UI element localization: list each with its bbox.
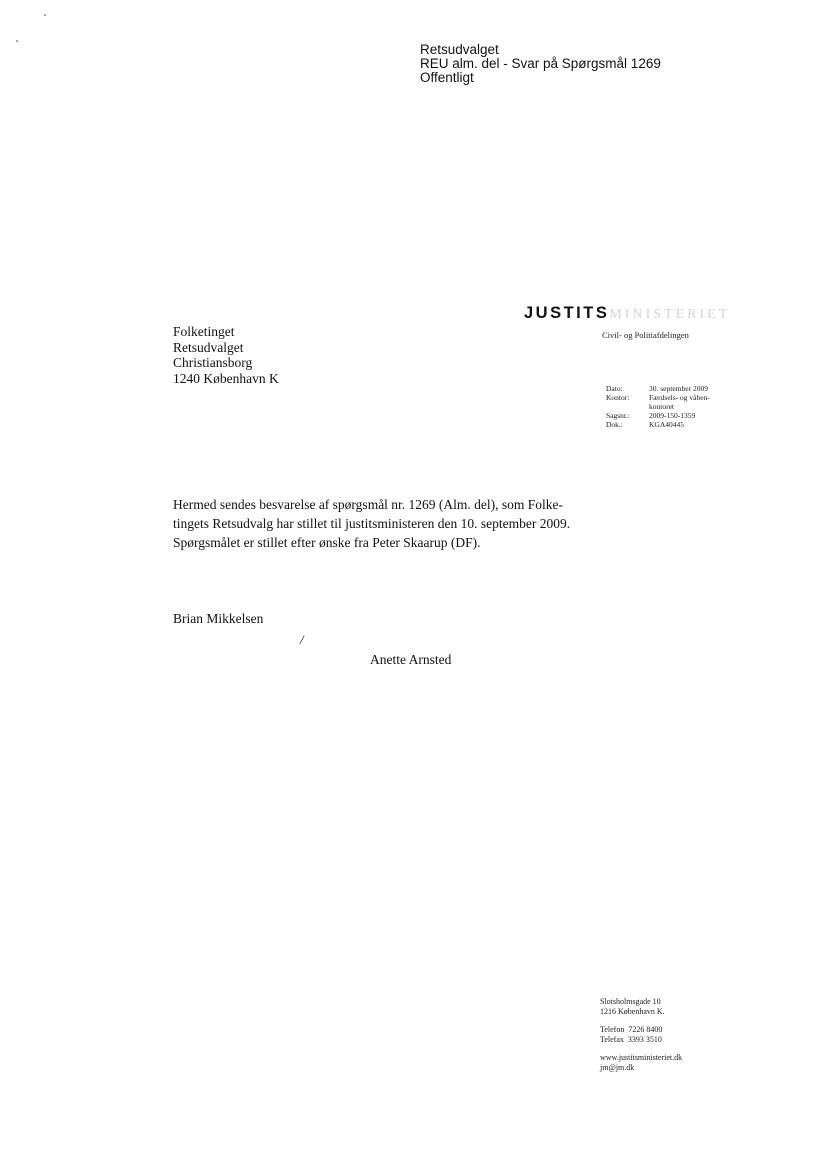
scan-artifact [16, 40, 18, 42]
footer-line: 1216 København K. [600, 1007, 665, 1016]
meta-value: 30. september 2009 [649, 384, 708, 393]
meta-value: KGA40445 [649, 420, 684, 429]
logo-faint-text: MINISTERIET [609, 307, 731, 322]
meta-key: Dato: [606, 384, 623, 393]
header-status: Offentligt [420, 70, 474, 85]
header-reference: REU alm. del - Svar på Spørgsmål 1269 [420, 56, 661, 71]
document-meta [606, 384, 749, 429]
meta-value: Færdsels- og våben- [649, 393, 710, 402]
logo-main-text: JUSTITS [524, 304, 610, 322]
signature-minister: Brian Mikkelsen [173, 611, 264, 626]
footer-email-link[interactable]: jm@jm.dk [600, 1063, 635, 1072]
meta-row-office [606, 393, 749, 402]
signature-official: Anette Arnsted [370, 652, 452, 667]
recipient-line: 1240 København K [173, 370, 279, 386]
recipient-line: Christiansborg [173, 355, 253, 370]
body-line: Hermed sendes besvarelse af spørgsmål nr. 1269 (Alm. del), som Folke- [173, 497, 564, 512]
footer-phone [600, 1025, 682, 1045]
meta-key: Dok.: [606, 420, 623, 429]
meta-key [606, 402, 649, 411]
signature-separator: / [300, 632, 304, 647]
header-committee: Retsudvalget [420, 42, 499, 57]
footer-website-link[interactable]: www.justitsministeriet.dk [600, 1053, 683, 1062]
body-line: Spørgsmålet er stillet efter ønske fra Peter Skaarup (DF). [173, 535, 481, 550]
meta-row-case [606, 411, 749, 420]
footer-address [600, 997, 682, 1017]
department-name: Civil- og Politiafdelingen [602, 330, 689, 340]
meta-value: kontoret [649, 402, 674, 411]
recipient-address [173, 324, 279, 386]
document-header [420, 43, 661, 85]
recipient-line: Retsudvalget [173, 339, 244, 355]
meta-key: Sagsnr.: [606, 411, 630, 420]
scan-artifact [44, 14, 46, 16]
footer-line: Telefax 3393 3510 [600, 1035, 662, 1044]
footer-line: Slotsholmsgade 10 [600, 997, 661, 1006]
contact-footer [600, 997, 682, 1081]
meta-row-doc [606, 420, 749, 429]
meta-row-date [606, 384, 749, 393]
footer-line: Telefon 7226 8400 [600, 1025, 663, 1034]
meta-key: Kontor: [606, 393, 630, 402]
footer-web [600, 1053, 682, 1073]
recipient-line: Folketinget [173, 324, 235, 339]
ministry-logo [524, 304, 730, 323]
meta-row-office-cont [606, 402, 749, 411]
letter-body [173, 495, 633, 552]
meta-value: 2009-150-1359 [649, 411, 696, 420]
body-line: tingets Retsudvalg har stillet til justitsministeren den 10. september 2009. [173, 516, 571, 531]
